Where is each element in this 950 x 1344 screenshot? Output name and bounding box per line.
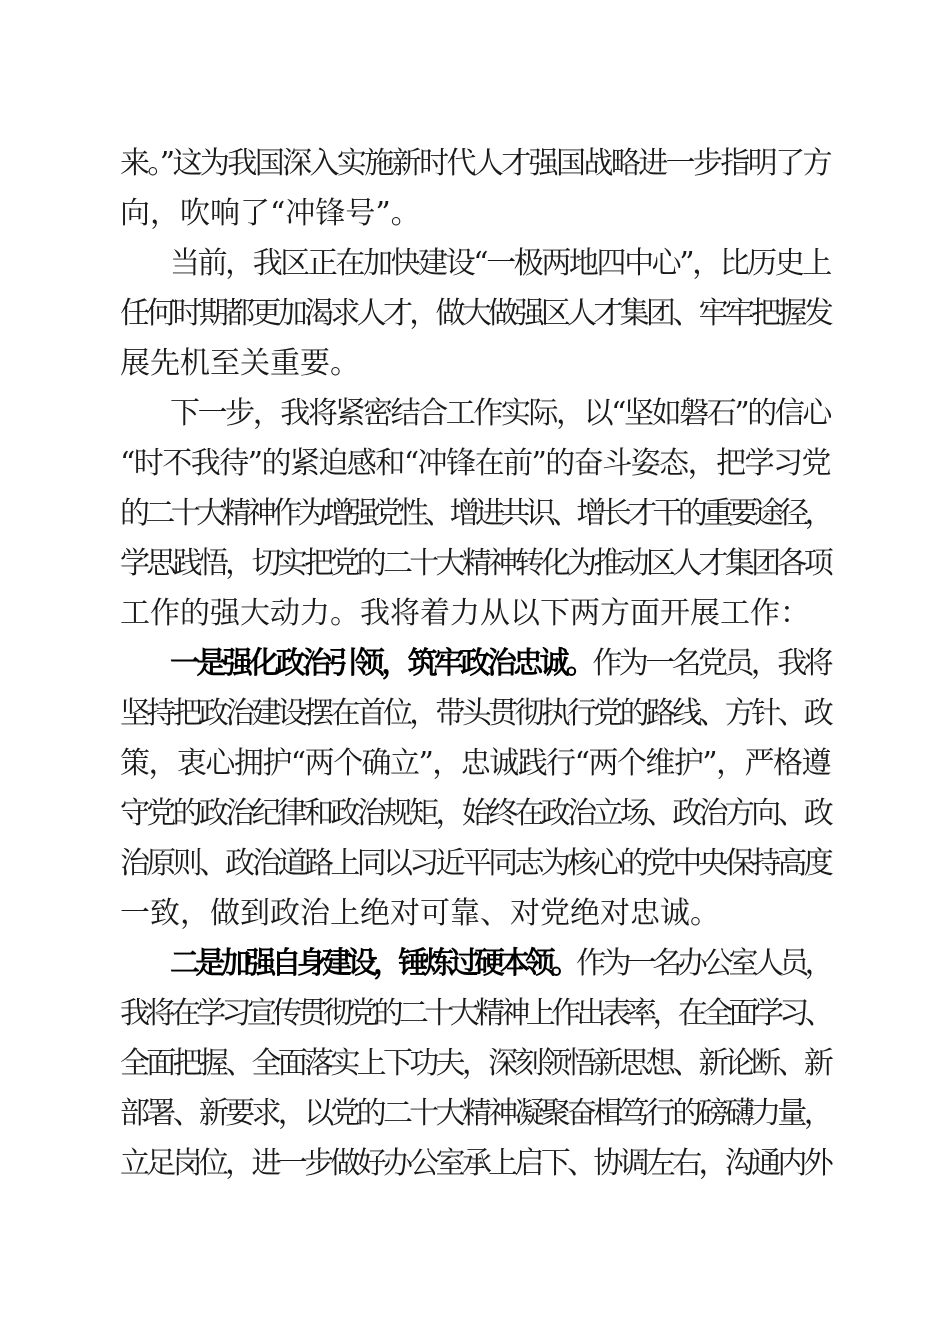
text-run: 的二十大精神作为增强党性、增进共识、增长才干的重要途径， [120, 496, 830, 531]
bold-heading-run: 一是强化政治引领，筑牢政治忠诚。 [170, 646, 593, 681]
text-line [120, 846, 830, 882]
text-line [120, 146, 830, 182]
text-line [120, 446, 830, 482]
text-line [120, 346, 360, 382]
text-line [120, 296, 830, 332]
text-run: 工作的强大动力。我将着力从以下两方面开展工作： [120, 596, 810, 631]
text-line [170, 946, 830, 982]
text-run: 当前，我区正在加快建设“一极两地四中心”，比历史上 [170, 246, 830, 281]
text-run: 展先机至关重要。 [120, 346, 360, 381]
text-line [120, 496, 830, 532]
text-run: 作为一名办公室人员， [576, 946, 831, 981]
text-run: 一致，做到政治上绝对可靠、对党绝对忠诚。 [120, 896, 720, 931]
text-run: 来。”这为我国深入实施新时代人才强国战略进一步指明了方 [120, 146, 830, 181]
text-run: “时不我待”的紧迫感和“冲锋在前”的奋斗姿态，把学习党 [120, 446, 830, 481]
text-line [120, 1096, 830, 1132]
text-line [170, 246, 830, 282]
text-line [170, 396, 830, 432]
text-run: 治原则、政治道路上同以习近平同志为核心的党中央保持高度 [120, 846, 830, 881]
text-line [120, 596, 810, 632]
text-line [120, 746, 830, 782]
text-line [120, 546, 830, 582]
text-line [120, 896, 720, 932]
text-run: 我将在学习宣传贯彻党的二十大精神上作出表率，在全面学习、 [120, 996, 830, 1031]
text-run: 坚持把政治建设摆在首位，带头贯彻执行党的路线、方针、政 [120, 696, 830, 731]
text-run: 全面把握、全面落实上下功夫，深刻领悟新思想、新论断、新 [120, 1046, 830, 1081]
text-line [120, 696, 830, 732]
bold-heading-run: 二是加强自身建设，锤炼过硬本领。 [170, 946, 577, 981]
text-line [120, 1146, 830, 1182]
text-run: 部署、新要求，以党的二十大精神凝聚奋楫笃行的磅礴力量， [120, 1096, 830, 1131]
text-run: 学思践悟，切实把党的二十大精神转化为推动区人才集团各项 [120, 546, 830, 581]
text-run: 立足岗位，进一步做好办公室承上启下、协调左右，沟通内外 [120, 1146, 830, 1181]
text-run: 守党的政治纪律和政治规矩，始终在政治立场、政治方向、政 [120, 796, 830, 831]
text-line [120, 796, 830, 832]
text-run: 作为一名党员，我将 [592, 646, 831, 681]
text-run: 下一步，我将紧密结合工作实际，以“坚如磐石”的信心 [170, 396, 830, 431]
text-line [170, 646, 830, 682]
text-line [120, 996, 830, 1032]
text-run: 向，吹响了“冲锋号”。 [120, 196, 421, 231]
text-run: 策，衷心拥护“两个确立”，忠诚践行“两个维护”，严格遵 [120, 746, 830, 781]
text-run: 任何时期都更加渴求人才，做大做强区人才集团、牢牢把握发 [120, 296, 830, 331]
text-line [120, 196, 421, 232]
text-line [120, 1046, 830, 1082]
